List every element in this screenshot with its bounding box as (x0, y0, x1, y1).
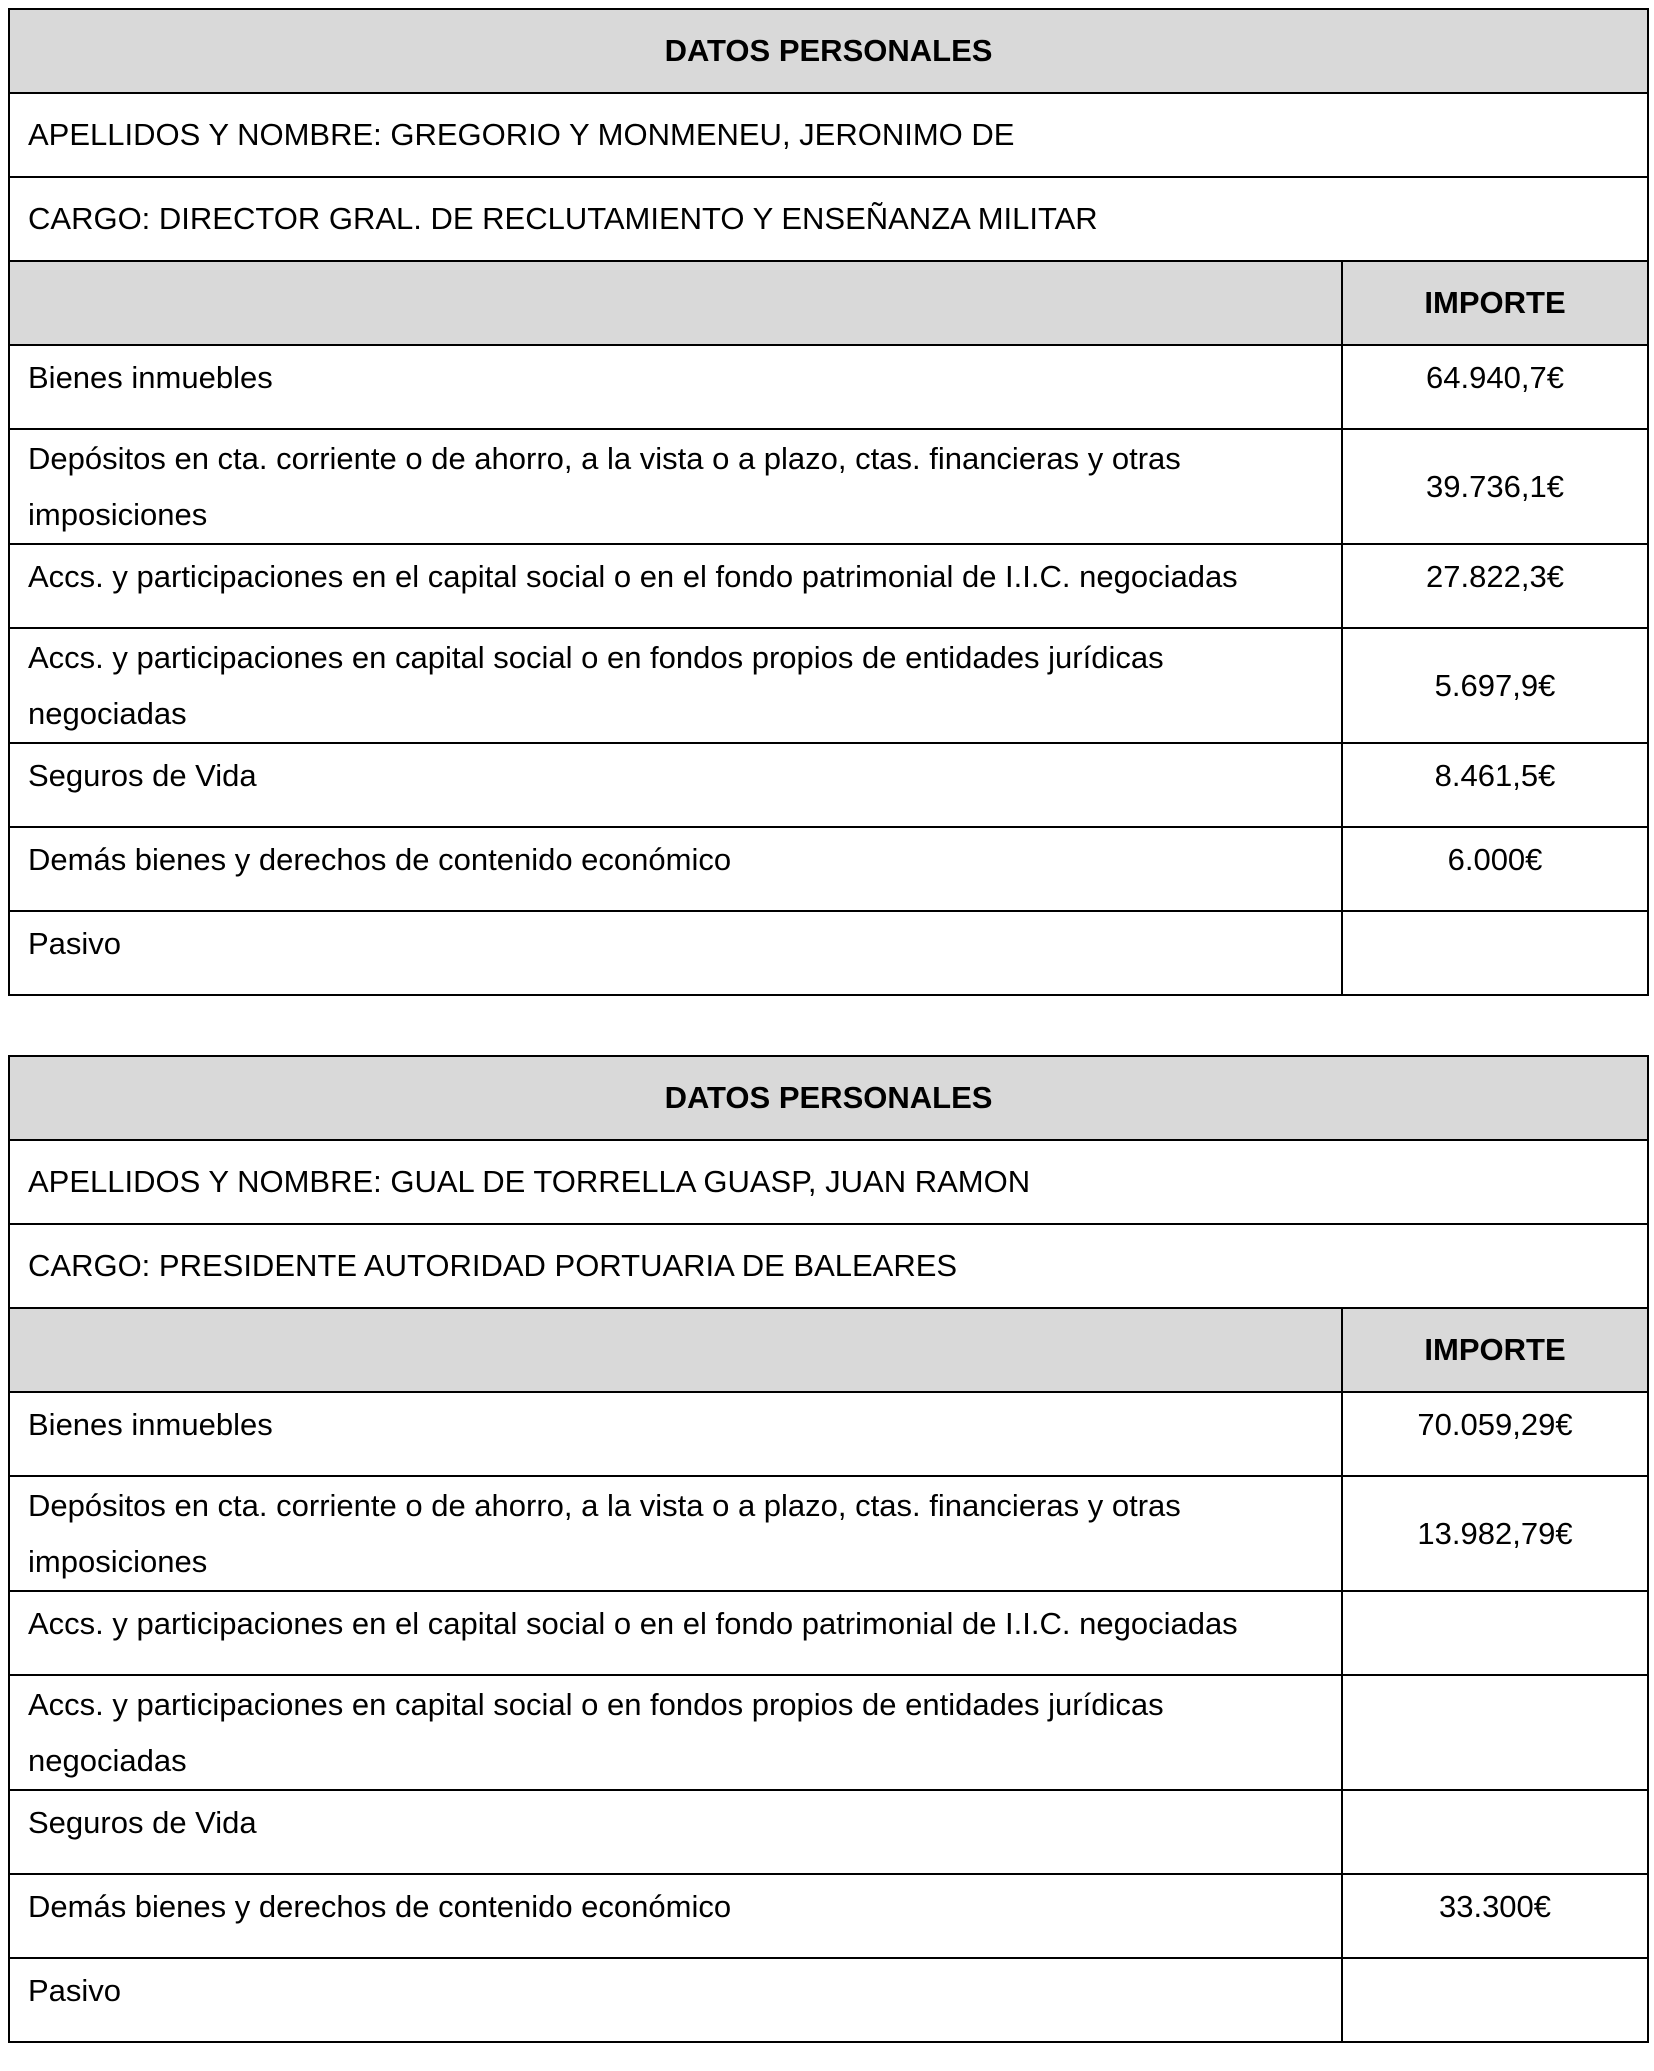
row-label: Pasivo (9, 911, 1342, 995)
table-row (9, 743, 1648, 827)
section-header-row (9, 1056, 1648, 1140)
concept-column-header (9, 1308, 1342, 1392)
full-name: APELLIDOS Y NOMBRE: GREGORIO Y MONMENEU, JERONIMO DE (9, 93, 1648, 177)
name-row (9, 93, 1648, 177)
table-row (9, 1476, 1648, 1591)
concept-column-header (9, 261, 1342, 345)
table-row (9, 1675, 1648, 1790)
row-label: Accs. y participaciones en capital social o en fondos propios de entidades jurídicas negociadas (9, 1675, 1342, 1790)
row-amount: 70.059,29€ (1342, 1392, 1648, 1476)
row-amount (1342, 1958, 1648, 2042)
row-amount (1342, 1591, 1648, 1675)
row-amount (1342, 1675, 1648, 1790)
row-label: Depósitos en cta. corriente o de ahorro, a la vista o a plazo, ctas. financieras y otras imposiciones (9, 429, 1342, 544)
row-amount: 8.461,5€ (1342, 743, 1648, 827)
row-amount: 33.300€ (1342, 1874, 1648, 1958)
amount-column-header: IMPORTE (1342, 261, 1648, 345)
row-amount: 6.000€ (1342, 827, 1648, 911)
amount-column-header: IMPORTE (1342, 1308, 1648, 1392)
row-label: Accs. y participaciones en capital social o en fondos propios de entidades jurídicas negociadas (9, 628, 1342, 743)
table-row (9, 1591, 1648, 1675)
table-row (9, 628, 1648, 743)
row-label: Accs. y participaciones en el capital social o en el fondo patrimonial de I.I.C. negociadas (9, 1591, 1342, 1675)
table-row (9, 429, 1648, 544)
job-position: CARGO: PRESIDENTE AUTORIDAD PORTUARIA DE BALEARES (9, 1224, 1648, 1308)
section-title: DATOS PERSONALES (9, 1056, 1648, 1140)
table-row (9, 1958, 1648, 2042)
row-label: Depósitos en cta. corriente o de ahorro, a la vista o a plazo, ctas. financieras y otras imposiciones (9, 1476, 1342, 1591)
row-amount: 5.697,9€ (1342, 628, 1648, 743)
table-row (9, 1790, 1648, 1874)
row-amount: 13.982,79€ (1342, 1476, 1648, 1591)
row-amount: 27.822,3€ (1342, 544, 1648, 628)
position-row (9, 177, 1648, 261)
section-title: DATOS PERSONALES (9, 9, 1648, 93)
job-position: CARGO: DIRECTOR GRAL. DE RECLUTAMIENTO Y ENSEÑANZA MILITAR (9, 177, 1648, 261)
full-name: APELLIDOS Y NOMBRE: GUAL DE TORRELLA GUASP, JUAN RAMON (9, 1140, 1648, 1224)
row-label: Bienes inmuebles (9, 1392, 1342, 1476)
name-row (9, 1140, 1648, 1224)
column-header-row (9, 261, 1648, 345)
table-row (9, 1392, 1648, 1476)
row-label: Seguros de Vida (9, 1790, 1342, 1874)
row-label: Seguros de Vida (9, 743, 1342, 827)
row-amount (1342, 1790, 1648, 1874)
row-label: Demás bienes y derechos de contenido económico (9, 1874, 1342, 1958)
row-label: Accs. y participaciones en el capital social o en el fondo patrimonial de I.I.C. negociadas (9, 544, 1342, 628)
row-amount: 64.940,7€ (1342, 345, 1648, 429)
position-row (9, 1224, 1648, 1308)
asset-declaration-table (8, 8, 1649, 996)
row-amount: 39.736,1€ (1342, 429, 1648, 544)
row-amount (1342, 911, 1648, 995)
table-row (9, 827, 1648, 911)
asset-declaration-table (8, 1055, 1649, 2043)
table-row (9, 544, 1648, 628)
section-header-row (9, 9, 1648, 93)
column-header-row (9, 1308, 1648, 1392)
row-label: Bienes inmuebles (9, 345, 1342, 429)
row-label: Pasivo (9, 1958, 1342, 2042)
table-row (9, 345, 1648, 429)
row-label: Demás bienes y derechos de contenido económico (9, 827, 1342, 911)
table-row (9, 1874, 1648, 1958)
table-row (9, 911, 1648, 995)
